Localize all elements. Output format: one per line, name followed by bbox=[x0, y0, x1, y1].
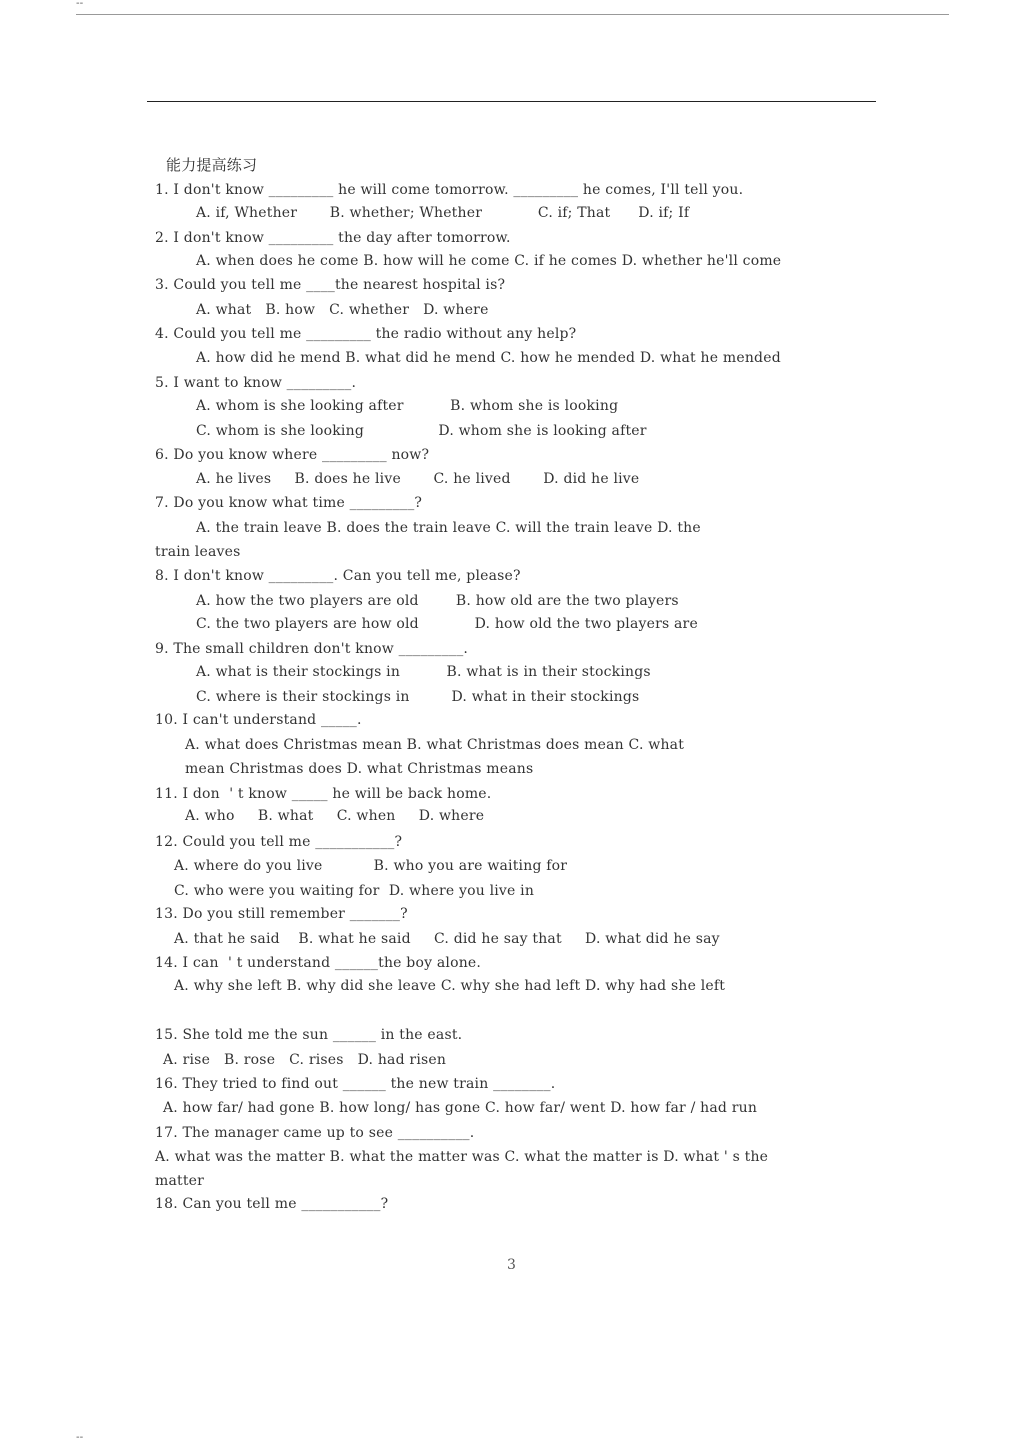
question-18: 18. Can you tell me ___________? bbox=[155, 1196, 389, 1212]
options-8a: A. how the two players are old B. how old are the two players bbox=[196, 593, 679, 609]
header-rule bbox=[147, 101, 876, 102]
question-1: 1. I don't know _________ he will come tomorrow. _________ he comes, I'll tell you. bbox=[155, 182, 744, 198]
options-9a: A. what is their stockings in B. what is in their stockings bbox=[196, 664, 651, 680]
options-16: A. how far/ had gone B. how long/ has gone C. how far/ went D. how far / had run bbox=[163, 1100, 758, 1116]
header-mark: -- bbox=[76, 0, 84, 9]
options-12a: A. where do you live B. who you are waiting for bbox=[174, 858, 568, 874]
options-9b: C. where is their stockings in D. what in their stockings bbox=[196, 689, 640, 705]
options-10: A. what does Christmas mean B. what Christmas does mean C. what bbox=[185, 737, 685, 753]
question-11: 11. I don ' t know _____ he will be back home. bbox=[155, 786, 492, 802]
question-3: 3. Could you tell me ____the nearest hospital is? bbox=[155, 277, 506, 293]
question-14: 14. I can ' t understand ______the boy alone. bbox=[155, 955, 482, 971]
options-7-cont: train leaves bbox=[155, 544, 241, 560]
options-3: A. what B. how C. whether D. where bbox=[196, 302, 489, 318]
question-16: 16. They tried to find out ______ the new train ________. bbox=[155, 1076, 556, 1092]
question-6: 6. Do you know where _________ now? bbox=[155, 447, 430, 463]
question-4: 4. Could you tell me _________ the radio without any help? bbox=[155, 326, 577, 342]
options-7: A. the train leave B. does the train leave C. will the train leave D. the bbox=[196, 520, 701, 536]
footer-mark: -- bbox=[76, 1432, 84, 1443]
question-2: 2. I don't know _________ the day after tomorrow. bbox=[155, 230, 511, 246]
options-10-cont: mean Christmas does D. what Christmas means bbox=[185, 761, 534, 777]
options-17: A. what was the matter B. what the matter was C. what the matter is D. what ' s the bbox=[155, 1149, 769, 1165]
section-title: 能力提高练习 bbox=[166, 156, 258, 174]
options-1: A. if, Whether B. whether; Whether C. if; That D. if; If bbox=[196, 205, 690, 221]
options-2: A. when does he come B. how will he come C. if he comes D. whether he'll come bbox=[196, 253, 782, 269]
question-12: 12. Could you tell me ___________? bbox=[155, 834, 403, 850]
question-10: 10. I can't understand _____. bbox=[155, 712, 362, 728]
options-15: A. rise B. rose C. rises D. had risen bbox=[163, 1052, 447, 1068]
options-17-cont: matter bbox=[155, 1173, 205, 1189]
top-rule bbox=[76, 14, 949, 15]
options-12b: C. who were you waiting for D. where you live in bbox=[174, 883, 535, 899]
question-7: 7. Do you know what time _________? bbox=[155, 495, 423, 511]
options-4: A. how did he mend B. what did he mend C. how he mended D. what he mended bbox=[196, 350, 781, 366]
question-5: 5. I want to know _________. bbox=[155, 375, 357, 391]
options-13: A. that he said B. what he said C. did he say that D. what did he say bbox=[174, 931, 720, 947]
options-8b: C. the two players are how old D. how old the two players are bbox=[196, 616, 698, 632]
options-5b: C. whom is she looking D. whom she is looking after bbox=[196, 423, 647, 439]
options-6: A. he lives B. does he live C. he lived D. did he live bbox=[196, 471, 640, 487]
question-9: 9. The small children don't know _________. bbox=[155, 641, 469, 657]
options-11: A. who B. what C. when D. where bbox=[185, 808, 485, 824]
question-17: 17. The manager came up to see __________. bbox=[155, 1125, 475, 1141]
options-14: A. why she left B. why did she leave C. why she had left D. why had she left bbox=[174, 978, 726, 994]
page-number: 3 bbox=[507, 1257, 516, 1273]
options-5a: A. whom is she looking after B. whom she is looking bbox=[196, 398, 619, 414]
question-8: 8. I don't know _________. Can you tell me, please? bbox=[155, 568, 521, 584]
question-13: 13. Do you still remember _______? bbox=[155, 906, 408, 922]
question-15: 15. She told me the sun ______ in the east. bbox=[155, 1027, 463, 1043]
